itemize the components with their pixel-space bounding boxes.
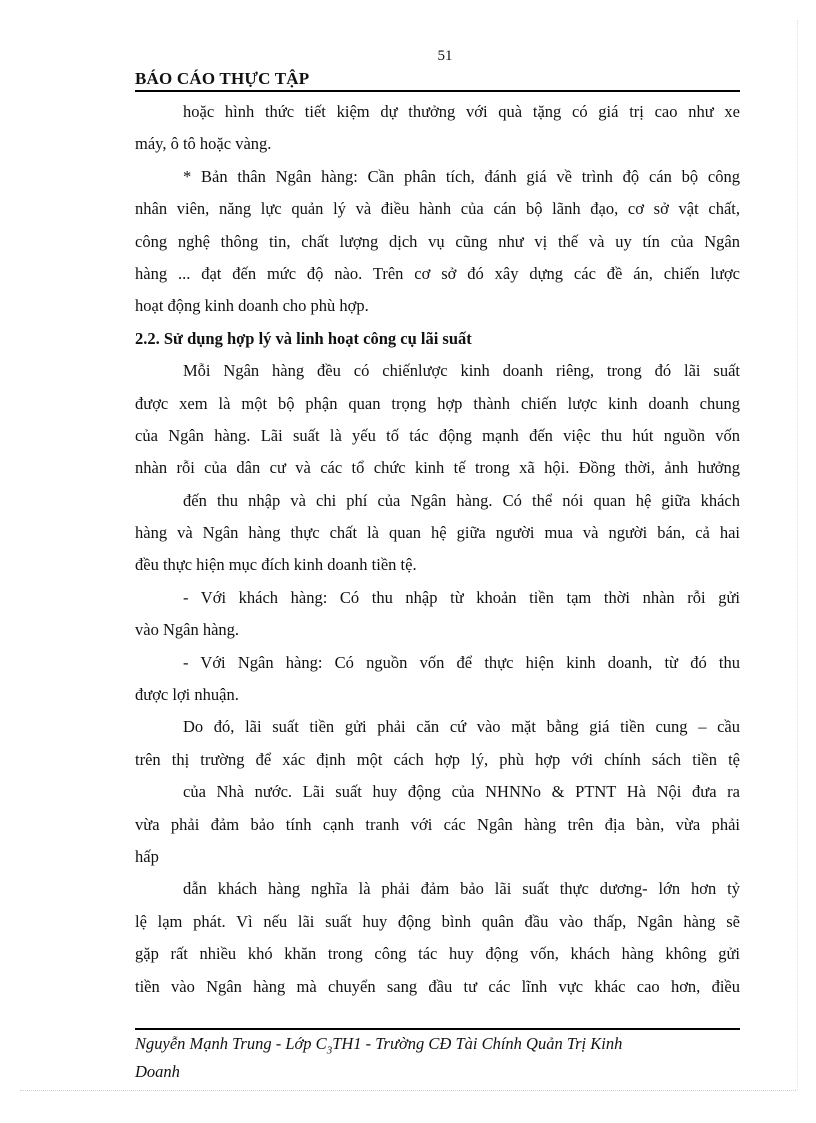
text-line: được xem là một bộ phận quan trọng hợp thành chiến lược kinh doanh chung xyxy=(135,393,740,413)
footer-line-2: Doanh xyxy=(135,1062,180,1082)
text-line: Mỗi Ngân hàng đều có chiếnlược kinh doanh riêng, trong đó lãi suất xyxy=(183,361,740,381)
text-line: đến thu nhập và chi phí của Ngân hàng. Có thể nói quan hệ giữa khách xyxy=(183,490,740,510)
text-line: được lợi nhuận. xyxy=(135,685,239,705)
footer-rule xyxy=(135,1028,740,1030)
text-line: tiền vào Ngân hàng mà chuyển sang đầu tư các lĩnh vực khác cao hơn, điều xyxy=(135,976,740,996)
text-line: nhân viên, năng lực quản lý và điều hành của cán bộ lãnh đạo, cơ sở vật chất, xyxy=(135,199,740,219)
text-line: của Nhà nước. Lãi suất huy động của NHNNo & PTNT Hà Nội đưa ra xyxy=(183,782,740,802)
text-line: hoạt động kinh doanh cho phù hợp. xyxy=(135,296,369,316)
text-line: - Với Ngân hàng: Có nguồn vốn để thực hiện kinh doanh, từ đó thu xyxy=(183,652,740,672)
text-line: hàng và Ngân hàng thực chất là quan hệ giữa người mua và người bán, cả hai xyxy=(135,523,740,543)
page-edge-right xyxy=(797,20,798,1090)
text-line: đều thực hiện mục đích kinh doanh tiền tệ. xyxy=(135,555,417,575)
text-line: nhàn rỗi của dân cư và các tổ chức kinh tế trong xã hội. Đồng thời, ảnh hưởng xyxy=(135,458,740,478)
text-line: máy, ô tô hoặc vàng. xyxy=(135,134,272,154)
text-line: - Với khách hàng: Có thu nhập từ khoản tiền tạm thời nhàn rỗi gửi xyxy=(183,587,740,607)
text-line: hấp xyxy=(135,846,159,866)
text-line: trên thị trường để xác định một cách hợp lý, phù hợp với chính sách tiền tệ xyxy=(135,749,740,769)
running-header: BÁO CÁO THỰC TẬP xyxy=(135,69,740,92)
text-line: hoặc hình thức tiết kiệm dự thưởng với quà tặng có giá trị cao như xe xyxy=(183,102,740,121)
footer-line-1: Nguyễn Mạnh Trung - Lớp $C_3TH1$ - Trường CĐ Tài Chính Quản Trị Kinh xyxy=(135,1034,623,1057)
text-line: vào Ngân hàng. xyxy=(135,620,240,640)
footer xyxy=(135,1033,740,1082)
text-line: gặp rất nhiều khó khăn trong công tác huy động vốn, khách hàng không gửi xyxy=(135,944,740,964)
text-line: * Bản thân Ngân hàng: Cần phân tích, đánh giá về trình độ cán bộ công xyxy=(183,166,740,186)
text-line: công nghệ thông tin, chất lượng dịch vụ cũng như vị thế và uy tín của Ngân xyxy=(135,231,740,251)
text-line: Do đó, lãi suất tiền gửi phải căn cứ vào mặt bằng giá tiền cung – cầu xyxy=(183,717,740,737)
document-body xyxy=(135,96,740,1003)
text-line: vừa phải đảm bảo tính cạnh tranh với các Ngân hàng trên địa bàn, vừa phải xyxy=(135,814,740,834)
text-line: của Ngân hàng. Lãi suất là yếu tố tác động mạnh đến việc thu hút nguồn vốn xyxy=(135,425,740,445)
page-edge-bottom xyxy=(20,1090,796,1091)
page-number: 51 xyxy=(437,48,453,64)
text-line: hàng ... đạt đến mức độ nào. Trên cơ sở đó xây dựng các đề án, chiến lược xyxy=(135,263,740,283)
text-line: lệ lạm phát. Vì nếu lãi suất huy động bình quân đầu vào thấp, Ngân hàng sẽ xyxy=(135,911,740,931)
section-heading: 2.2. Sử dụng hợp lý và linh hoạt công cụ lãi suất xyxy=(135,328,472,348)
text-line: dẫn khách hàng nghĩa là phải đảm bảo lãi suất thực dương- lớn hơn tỷ xyxy=(183,879,740,899)
